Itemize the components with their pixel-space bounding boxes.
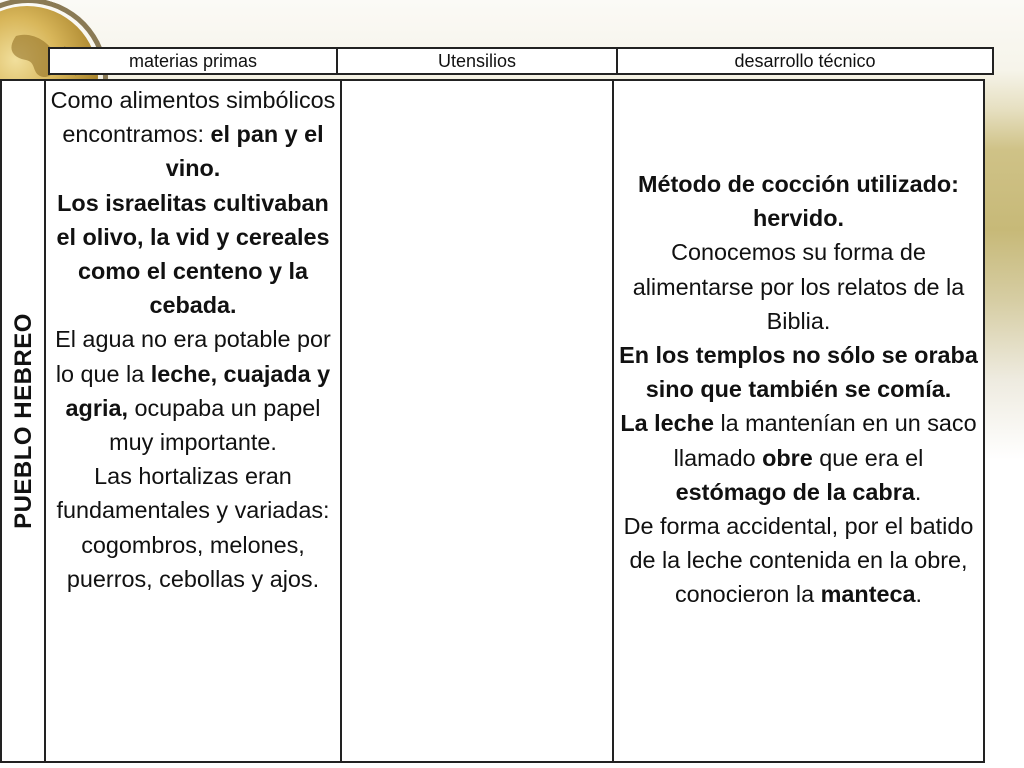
desarrollo-bold-5: estómago de la cabra: [675, 478, 915, 505]
desarrollo-text-3: que era el: [812, 444, 924, 471]
desarrollo-tecnico-cell: [614, 81, 983, 761]
materias-bold-1: el pan y el vino.: [165, 121, 324, 182]
desarrollo-text-6: .: [915, 581, 923, 608]
desarrollo-bold-6: manteca: [820, 581, 916, 608]
row-label-cell: [2, 81, 46, 761]
desarrollo-text-4: .: [914, 478, 922, 505]
desarrollo-text-2: la mantenían en un saco llamado: [673, 410, 977, 471]
header-materias-primas: materias primas: [49, 48, 337, 74]
materias-bold-2: Los israelitas cultivaban el olivo, la vid y cereales como el centeno y la cebada.: [56, 189, 330, 319]
row-label-pueblo-hebreo: PUEBLO HEBREO: [10, 313, 37, 529]
materias-text-3: ocupaba un papel muy importante.: [109, 394, 321, 456]
materias-bold-3: leche, cuajada y agria,: [65, 360, 331, 421]
utensilios-text: [342, 81, 612, 83]
materias-text-2: El agua no era potable por lo que la: [55, 326, 331, 387]
desarrollo-text-1: Conocemos su forma de alimentarse por los relatos de la Biblia.: [632, 239, 965, 334]
desarrollo-bold-1: Método de cocción utilizado: hervido.: [638, 171, 959, 232]
header-utensilios: Utensilios: [337, 48, 617, 74]
desarrollo-bold-3: La leche: [620, 410, 714, 437]
materias-text-1: Como alimentos simbólicos encontramos:: [50, 87, 336, 148]
desarrollo-text-5: De forma accidental, por el batido de la leche contenida en la obre, conocieron la: [623, 513, 974, 608]
desarrollo-bold-2: En los templos no sólo se oraba sino que también se comía.: [619, 342, 978, 403]
header-table: [48, 47, 994, 75]
utensilios-cell: [342, 81, 614, 761]
content-table: [0, 79, 985, 763]
header-desarrollo-tecnico: desarrollo técnico: [617, 48, 993, 74]
materias-primas-text: [46, 81, 340, 596]
materias-text-4: Las hortalizas eran fundamentales y variadas: cogombros, melones, puerros, cebollas y ajos.: [56, 463, 330, 592]
materias-primas-cell: [46, 81, 342, 761]
desarrollo-bold-4: obre: [762, 444, 813, 471]
desarrollo-tecnico-text: [614, 81, 983, 612]
